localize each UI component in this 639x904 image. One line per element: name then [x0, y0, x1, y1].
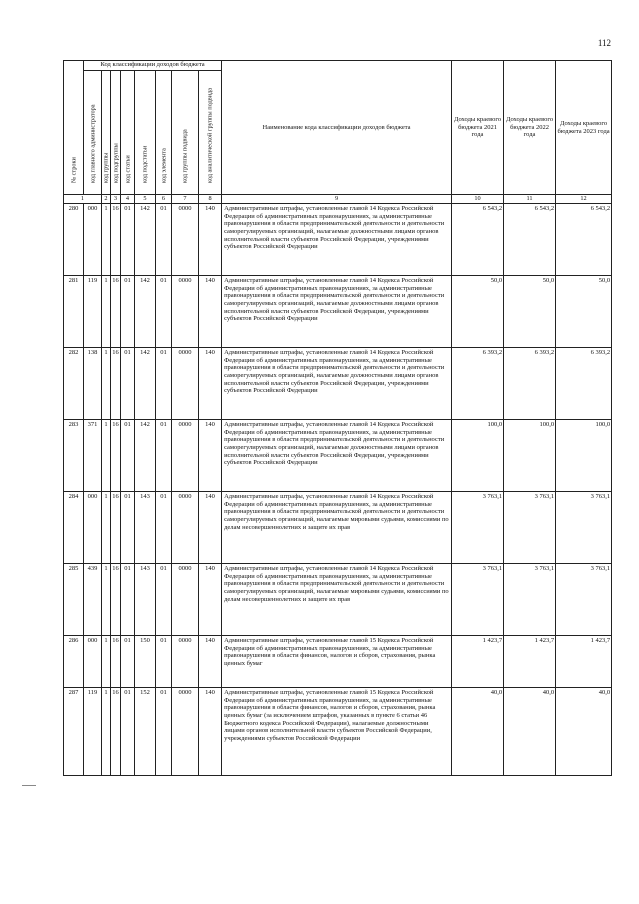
code-admin: 138	[84, 348, 102, 420]
revenue-2022: 40,0	[504, 688, 556, 776]
header-code-element: код элемента	[156, 71, 172, 195]
revenue-2021: 1 423,7	[452, 636, 504, 688]
code-group: 1	[102, 492, 111, 564]
code-subgroup: 16	[111, 276, 121, 348]
income-name: Административные штрафы, установленные главой 14 Кодекса Российской Федерации об административных правонарушениях, за административные правонарушения в области предпринимательской деятельности и деятельности саморегулируемых организаций, налагаемые должностными лицами органов исполнительной власти субъектов Российской Федерации, учреждениями субъектов Российской Федерации	[222, 348, 452, 420]
income-name: Административные штрафы, установленные главой 14 Кодекса Российской Федерации об административных правонарушениях, за административные правонарушения в области предпринимательской деятельности и деятельности саморегулируемых организаций, налагаемые должностными лицами органов исполнительной власти субъектов Российской Федерации, учреждениями субъектов Российской Федерации	[222, 420, 452, 492]
revenue-2023: 6 393,2	[556, 348, 612, 420]
code-admin: 119	[84, 276, 102, 348]
code-article: 01	[121, 564, 135, 636]
income-name: Административные штрафы, установленные главой 14 Кодекса Российской Федерации об административных правонарушениях, за административные правонарушения в области предпринимательской деятельности и деятельности саморегулируемых организаций, налагаемые мировыми судьями, комиссиями по делам несовершеннолетних и защите их прав	[222, 564, 452, 636]
code-group: 1	[102, 276, 111, 348]
col-number: 6	[156, 195, 172, 204]
code-subgroup: 16	[111, 688, 121, 776]
header-revenue-2023: Доходы краевого бюджета 2023 года	[556, 61, 612, 195]
revenue-2022: 100,0	[504, 420, 556, 492]
revenue-2022: 3 763,1	[504, 564, 556, 636]
code-subtype-group: 0000	[172, 492, 199, 564]
revenue-2023: 40,0	[556, 688, 612, 776]
code-subarticle: 142	[135, 276, 156, 348]
col-number: 5	[135, 195, 156, 204]
code-subgroup: 16	[111, 348, 121, 420]
code-analytic-group: 140	[199, 204, 222, 276]
header-code-group-col: код группы	[102, 71, 111, 195]
code-admin: 439	[84, 564, 102, 636]
row-number: 287	[64, 688, 84, 776]
col-number: 3	[111, 195, 121, 204]
row-number: 282	[64, 348, 84, 420]
col-number: 10	[452, 195, 504, 204]
income-name: Административные штрафы, установленные главой 14 Кодекса Российской Федерации об административных правонарушениях, за административные правонарушения в области предпринимательской деятельности и деятельности саморегулируемых организаций, налагаемые должностными лицами органов исполнительной власти субъектов Российской Федерации, учреждениями субъектов Российской Федерации	[222, 276, 452, 348]
revenue-2022: 6 393,2	[504, 348, 556, 420]
code-subtype-group: 0000	[172, 276, 199, 348]
code-article: 01	[121, 348, 135, 420]
revenue-2021: 40,0	[452, 688, 504, 776]
revenue-2023: 3 763,1	[556, 564, 612, 636]
col-number: 8	[199, 195, 222, 204]
revenue-2022: 6 543,2	[504, 204, 556, 276]
header-code-article: код статьи	[121, 71, 135, 195]
row-number: 284	[64, 492, 84, 564]
code-subarticle: 142	[135, 348, 156, 420]
revenue-2021: 6 393,2	[452, 348, 504, 420]
code-subarticle: 143	[135, 564, 156, 636]
column-numbers-row	[64, 195, 612, 204]
code-subarticle: 143	[135, 492, 156, 564]
revenue-2021: 3 763,1	[452, 564, 504, 636]
code-element: 01	[156, 204, 172, 276]
code-article: 01	[121, 276, 135, 348]
code-admin: 119	[84, 688, 102, 776]
code-analytic-group: 140	[199, 564, 222, 636]
code-admin: 000	[84, 636, 102, 688]
code-subgroup: 16	[111, 492, 121, 564]
code-admin: 000	[84, 492, 102, 564]
table-row	[64, 688, 612, 776]
code-subtype-group: 0000	[172, 688, 199, 776]
code-element: 01	[156, 420, 172, 492]
header-name: Наименование кода классификации доходов бюджета	[222, 61, 452, 195]
table-row	[64, 492, 612, 564]
code-subtype-group: 0000	[172, 636, 199, 688]
margin-mark	[22, 785, 36, 787]
code-element: 01	[156, 276, 172, 348]
row-number: 283	[64, 420, 84, 492]
code-analytic-group: 140	[199, 276, 222, 348]
revenue-2021: 3 763,1	[452, 492, 504, 564]
income-name: Административные штрафы, установленные главой 14 Кодекса Российской Федерации об административных правонарушениях, за административные правонарушения в области предпринимательской деятельности и деятельности саморегулируемых организаций, налагаемые должностными лицами органов исполнительной власти субъектов Российской Федерации, учреждениями субъектов Российской Федерации	[222, 204, 452, 276]
code-admin: 371	[84, 420, 102, 492]
header-code-group: Код классификации доходов бюджета	[84, 61, 222, 71]
code-subtype-group: 0000	[172, 348, 199, 420]
code-group: 1	[102, 636, 111, 688]
revenue-2022: 3 763,1	[504, 492, 556, 564]
code-article: 01	[121, 204, 135, 276]
table-row	[64, 564, 612, 636]
code-subtype-group: 0000	[172, 204, 199, 276]
revenue-2022: 1 423,7	[504, 636, 556, 688]
revenue-table	[63, 60, 612, 776]
income-name: Административные штрафы, установленные главой 15 Кодекса Российской Федерации об административных правонарушениях, за административные правонарушения в области финансов, налогов и сборов, страхования, рынка ценных бумаг	[222, 636, 452, 688]
code-group: 1	[102, 348, 111, 420]
row-number: 281	[64, 276, 84, 348]
revenue-2021: 6 543,2	[452, 204, 504, 276]
revenue-2023: 100,0	[556, 420, 612, 492]
code-subarticle: 150	[135, 636, 156, 688]
code-analytic-group: 140	[199, 348, 222, 420]
row-number: 286	[64, 636, 84, 688]
header-code-subarticle: код подстатьи	[135, 71, 156, 195]
code-group: 1	[102, 564, 111, 636]
row-number: 280	[64, 204, 84, 276]
code-analytic-group: 140	[199, 420, 222, 492]
code-subgroup: 16	[111, 636, 121, 688]
code-element: 01	[156, 564, 172, 636]
revenue-2022: 50,0	[504, 276, 556, 348]
code-analytic-group: 140	[199, 492, 222, 564]
table-row	[64, 348, 612, 420]
income-name: Административные штрафы, установленные главой 14 Кодекса Российской Федерации об административных правонарушениях, за административные правонарушения в области предпринимательской деятельности и деятельности саморегулируемых организаций, налагаемые мировыми судьями, комиссиями по делам несовершеннолетних и защите их прав	[222, 492, 452, 564]
header-code-subtype-group: код группы подвида	[172, 71, 199, 195]
code-subarticle: 152	[135, 688, 156, 776]
revenue-2023: 1 423,7	[556, 636, 612, 688]
header-revenue-2022: Доходы краевого бюджета 2022 года	[504, 61, 556, 195]
code-article: 01	[121, 688, 135, 776]
table-row	[64, 204, 612, 276]
header-code-analytic-group: код аналитической группы подвида	[199, 71, 222, 195]
code-subgroup: 16	[111, 204, 121, 276]
code-subgroup: 16	[111, 564, 121, 636]
table-row	[64, 276, 612, 348]
header-code-subgroup: код подгруппы	[111, 71, 121, 195]
table-row	[64, 420, 612, 492]
code-group: 1	[102, 204, 111, 276]
code-subtype-group: 0000	[172, 420, 199, 492]
code-subarticle: 142	[135, 204, 156, 276]
code-admin: 000	[84, 204, 102, 276]
col-number: 7	[172, 195, 199, 204]
code-subarticle: 142	[135, 420, 156, 492]
col-number: 12	[556, 195, 612, 204]
col-number: 11	[504, 195, 556, 204]
code-article: 01	[121, 636, 135, 688]
revenue-2021: 50,0	[452, 276, 504, 348]
code-group: 1	[102, 688, 111, 776]
header-revenue-2021: Доходы краевого бюджета 2021 года	[452, 61, 504, 195]
code-analytic-group: 140	[199, 636, 222, 688]
header-row-number: № строки	[64, 61, 84, 195]
code-subgroup: 16	[111, 420, 121, 492]
table-row	[64, 636, 612, 688]
code-element: 01	[156, 492, 172, 564]
code-article: 01	[121, 420, 135, 492]
header-code-admin: код главного администратора	[84, 71, 102, 195]
page-number: 112	[597, 38, 611, 48]
col-number: 2	[102, 195, 111, 204]
income-name: Административные штрафы, установленные главой 15 Кодекса Российской Федерации об административных правонарушениях, за административные правонарушения в области финансов, налогов и сборов, страхования, рынка ценных бумаг (за исключением штрафов, указанных в пункте 6 статьи 46 Бюджетного кодекса Российской Федерации), налагаемые должностными лицами органов исполнительной власти субъектов Российской Федерации, учреждениями субъектов Российской Федерации	[222, 688, 452, 776]
row-number: 285	[64, 564, 84, 636]
col-number: 4	[121, 195, 135, 204]
code-article: 01	[121, 492, 135, 564]
col-number: 9	[222, 195, 452, 204]
code-element: 01	[156, 688, 172, 776]
code-subtype-group: 0000	[172, 564, 199, 636]
revenue-2021: 100,0	[452, 420, 504, 492]
code-element: 01	[156, 636, 172, 688]
revenue-2023: 6 543,2	[556, 204, 612, 276]
revenue-2023: 3 763,1	[556, 492, 612, 564]
revenue-2023: 50,0	[556, 276, 612, 348]
col-number: 1	[64, 195, 102, 204]
code-group: 1	[102, 420, 111, 492]
code-element: 01	[156, 348, 172, 420]
code-analytic-group: 140	[199, 688, 222, 776]
